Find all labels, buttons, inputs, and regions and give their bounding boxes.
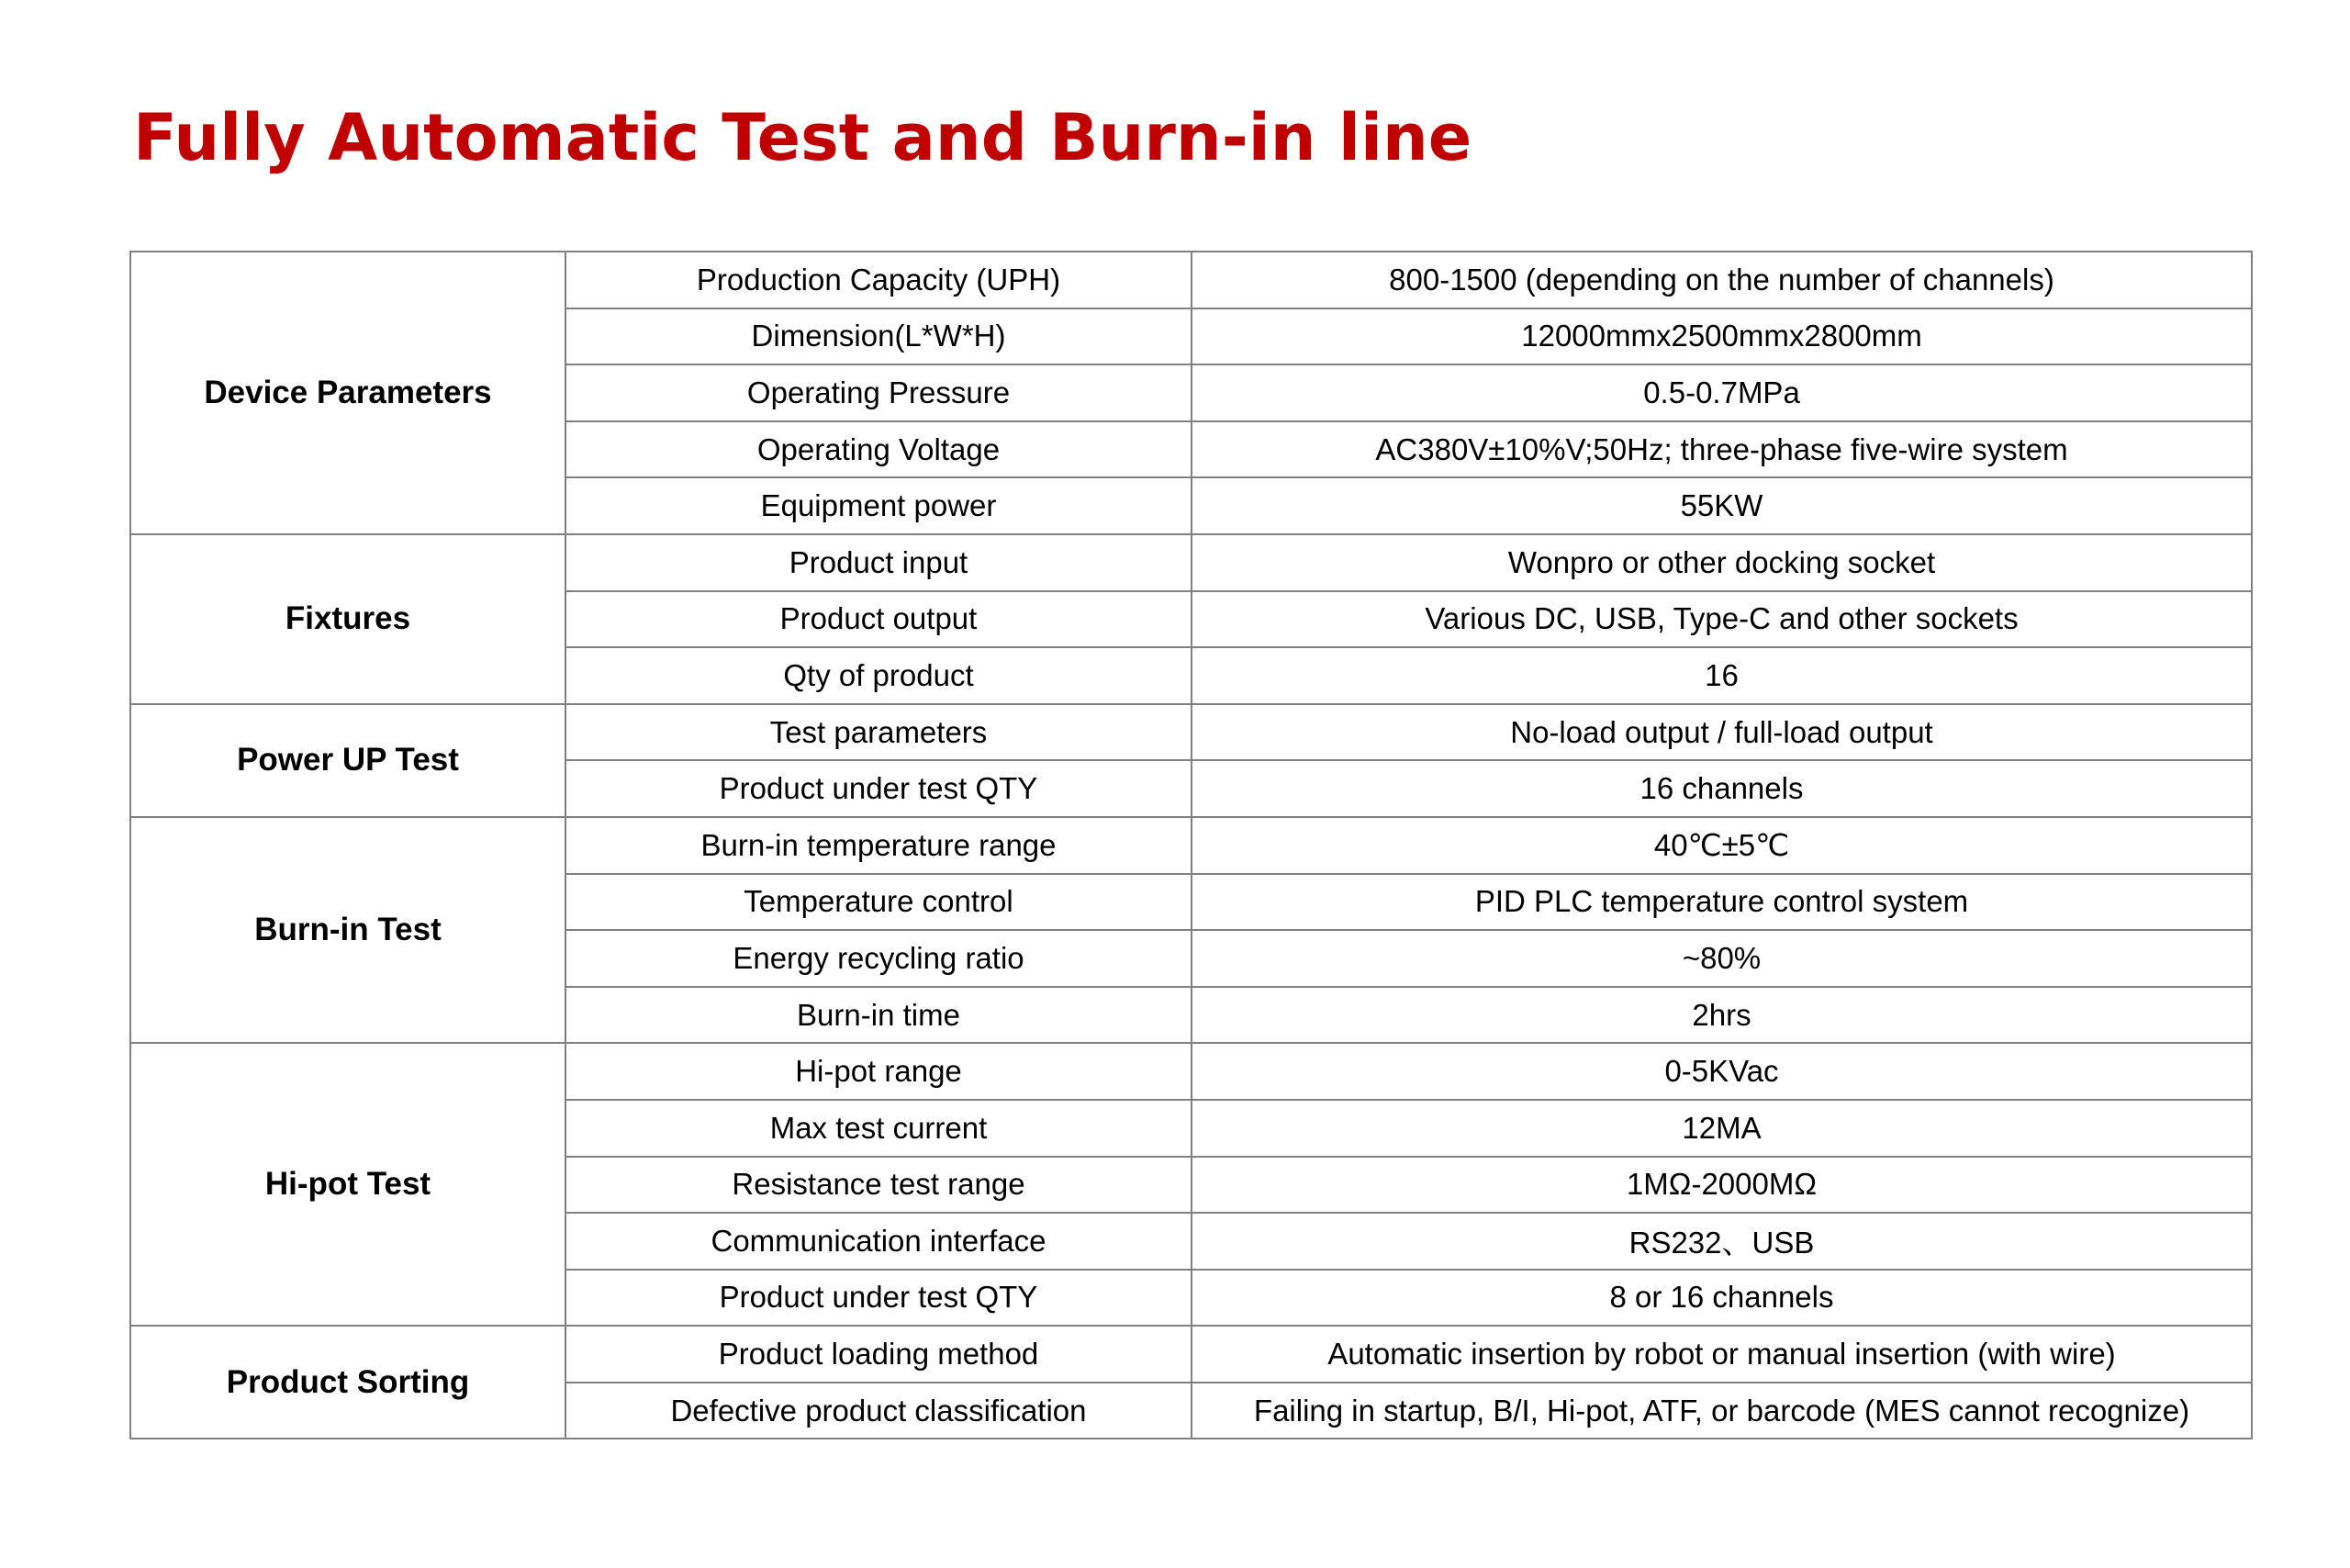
parameter-cell: Product input xyxy=(565,534,1192,591)
parameter-cell: Operating Voltage xyxy=(565,421,1192,478)
spec-table-body xyxy=(130,252,2252,1439)
value-cell: 16 channels xyxy=(1192,760,2252,817)
group-label: Product Sorting xyxy=(130,1326,565,1439)
parameter-cell: Product under test QTY xyxy=(565,760,1192,817)
group-label: Power UP Test xyxy=(130,704,565,817)
parameter-cell: Equipment power xyxy=(565,477,1192,534)
spec-table xyxy=(129,251,2253,1439)
parameter-cell: Product output xyxy=(565,591,1192,648)
value-cell: 16 xyxy=(1192,647,2252,704)
table-row xyxy=(130,704,2252,761)
parameter-cell: Defective product classification xyxy=(565,1383,1192,1439)
value-cell: ~80% xyxy=(1192,930,2252,987)
table-row xyxy=(130,252,2252,308)
group-label: Hi-pot Test xyxy=(130,1043,565,1326)
value-cell: 8 or 16 channels xyxy=(1192,1270,2252,1327)
parameter-cell: Production Capacity (UPH) xyxy=(565,252,1192,308)
parameter-cell: Energy recycling ratio xyxy=(565,930,1192,987)
value-cell: 55KW xyxy=(1192,477,2252,534)
value-cell: Wonpro or other docking socket xyxy=(1192,534,2252,591)
parameter-cell: Hi-pot range xyxy=(565,1043,1192,1100)
value-cell: 2hrs xyxy=(1192,987,2252,1044)
value-cell: 800-1500 (depending on the number of channels) xyxy=(1192,252,2252,308)
parameter-cell: Product loading method xyxy=(565,1326,1192,1383)
table-row xyxy=(130,1043,2252,1100)
value-cell: 40℃±5℃ xyxy=(1192,817,2252,874)
value-cell: 0-5KVac xyxy=(1192,1043,2252,1100)
parameter-cell: Temperature control xyxy=(565,874,1192,931)
group-label: Device Parameters xyxy=(130,252,565,534)
page-title: Fully Automatic Test and Burn-in line xyxy=(133,100,1472,175)
parameter-cell: Product under test QTY xyxy=(565,1270,1192,1327)
parameter-cell: Operating Pressure xyxy=(565,364,1192,421)
value-cell: Various DC, USB, Type-C and other sockets xyxy=(1192,591,2252,648)
parameter-cell: Communication interface xyxy=(565,1213,1192,1270)
value-cell: No-load output / full-load output xyxy=(1192,704,2252,761)
value-cell: 12MA xyxy=(1192,1100,2252,1157)
value-cell: RS232、USB xyxy=(1192,1213,2252,1270)
value-cell: Failing in startup, B/I, Hi-pot, ATF, or barcode (MES cannot recognize) xyxy=(1192,1383,2252,1439)
parameter-cell: Burn-in time xyxy=(565,987,1192,1044)
group-label: Burn-in Test xyxy=(130,817,565,1043)
parameter-cell: Qty of product xyxy=(565,647,1192,704)
table-row xyxy=(130,817,2252,874)
value-cell: 12000mmx2500mmx2800mm xyxy=(1192,308,2252,365)
value-cell: 1MΩ-2000MΩ xyxy=(1192,1157,2252,1214)
value-cell: Automatic insertion by robot or manual insertion (with wire) xyxy=(1192,1326,2252,1383)
parameter-cell: Resistance test range xyxy=(565,1157,1192,1214)
value-cell: AC380V±10%V;50Hz; three-phase five-wire system xyxy=(1192,421,2252,478)
table-row xyxy=(130,534,2252,591)
group-label: Fixtures xyxy=(130,534,565,704)
table-row xyxy=(130,1326,2252,1383)
parameter-cell: Dimension(L*W*H) xyxy=(565,308,1192,365)
parameter-cell: Max test current xyxy=(565,1100,1192,1157)
parameter-cell: Test parameters xyxy=(565,704,1192,761)
value-cell: PID PLC temperature control system xyxy=(1192,874,2252,931)
parameter-cell: Burn-in temperature range xyxy=(565,817,1192,874)
value-cell: 0.5-0.7MPa xyxy=(1192,364,2252,421)
